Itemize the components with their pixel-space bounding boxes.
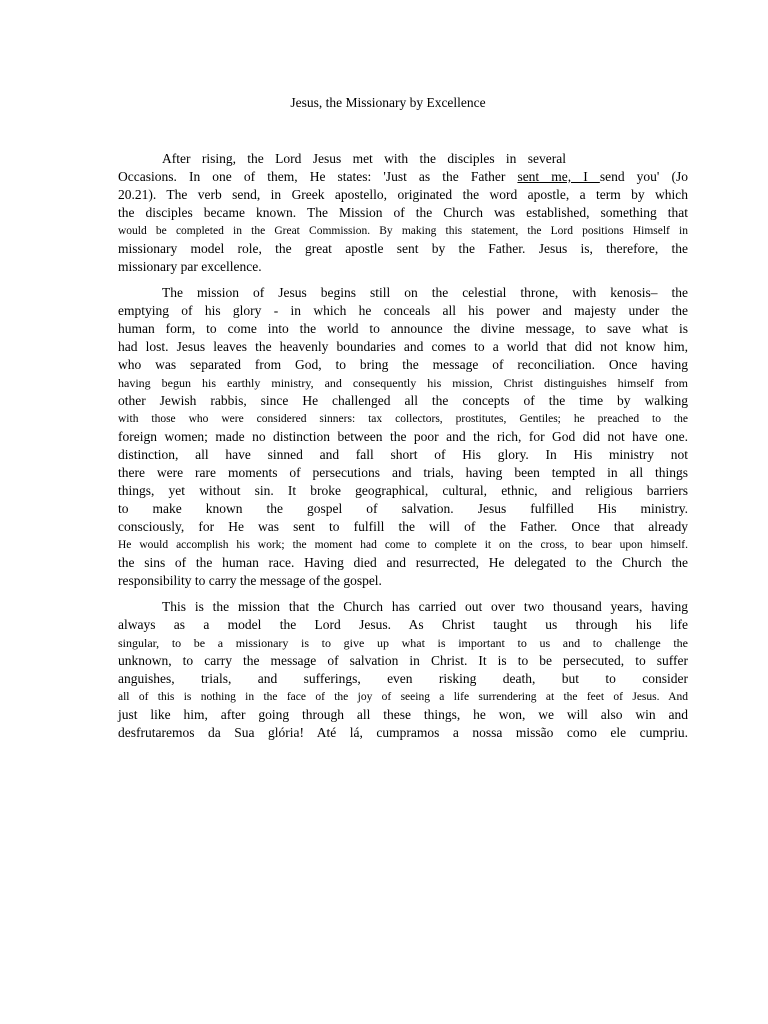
text-line: the sins of the human race. Having died and resurrected, He delegated to the Church the bbox=[118, 555, 688, 570]
text-line: always as a model the Lord Jesus. As Christ taught us through his life bbox=[118, 617, 688, 632]
text-line: missionary par excellence. bbox=[118, 259, 262, 274]
text-line: After rising, the Lord Jesus met with the disciples in several bbox=[162, 151, 566, 166]
text-line: there were rare moments of persecutions and trials, having been tempted in all things bbox=[118, 465, 688, 480]
text-line: responsibility to carry the message of the gospel. bbox=[118, 573, 382, 588]
text-line: to make known the gospel of salvation. Jesus fulfilled His ministry. bbox=[118, 501, 688, 516]
text-line: foreign women; made no distinction between the poor and the rich, for God did not have one. bbox=[118, 429, 688, 444]
text-line: This is the mission that the Church has carried out over two thousand years, having bbox=[162, 599, 688, 614]
text-line: would be completed in the Great Commission. By making this statement, the Lord positions Himself in bbox=[118, 225, 688, 237]
text-line: had lost. Jesus leaves the heavenly boundaries and comes to a world that did not know him, bbox=[118, 339, 688, 354]
text-line: 20.21). The verb send, in Greek apostello, originated the word apostle, a term by which bbox=[118, 187, 688, 202]
text-line: distinction, all have sinned and fall short of His glory. In His ministry not bbox=[118, 447, 688, 462]
text-line: consciously, for He was sent to fulfill the will of the Father. Once that already bbox=[118, 519, 688, 534]
text-line: the disciples became known. The Mission of the Church was established, something that bbox=[118, 205, 688, 220]
text-line bbox=[118, 168, 688, 186]
text-line: having begun his earthly ministry, and consequently his mission, Christ distinguishes himself from bbox=[118, 376, 688, 390]
text-line: human form, to come into the world to announce the divine message, to save what is bbox=[118, 321, 688, 336]
text-line: other Jewish rabbis, since He challenged all the concepts of the time by walking bbox=[118, 393, 688, 408]
text-line: anguishes, trials, and sufferings, even risking death, but to consider bbox=[118, 671, 688, 686]
text-line: unknown, to carry the message of salvation in Christ. It is to be persecuted, to suffer bbox=[118, 653, 688, 668]
underlined-text: sent me, I bbox=[517, 169, 600, 184]
text-line: all of this is nothing in the face of the joy of seeing a life surrendering at the feet of Jesus. And bbox=[118, 691, 688, 703]
document-title: Jesus, the Missionary by Excellence bbox=[290, 95, 486, 110]
text-line: just like him, after going through all these things, he won, we will also win and bbox=[118, 707, 688, 722]
paragraph-3 bbox=[118, 598, 688, 742]
text-line: He would accomplish his work; the moment had come to complete it on the cross, to bear upon himself. bbox=[118, 539, 688, 551]
paragraph-2 bbox=[118, 284, 688, 590]
text-segment: Occasions. In one of them, He states: 'Just as the Father bbox=[118, 169, 518, 184]
text-line: who was separated from God, to bring the message of reconciliation. Once having bbox=[118, 357, 688, 372]
paragraph-1 bbox=[118, 150, 688, 276]
text-line: missionary model role, the great apostle sent by the Father. Jesus is, therefore, the bbox=[118, 241, 688, 256]
text-line: The mission of Jesus begins still on the celestial throne, with kenosis– the bbox=[162, 285, 688, 300]
text-segment: send you' (Jo bbox=[599, 169, 688, 184]
text-line: emptying of his glory - in which he conceals all his power and majesty under the bbox=[118, 303, 688, 318]
text-line: with those who were considered sinners: tax collectors, prostitutes, Gentiles; he preached to the bbox=[118, 413, 688, 425]
text-line: desfrutaremos da Sua glória! Até lá, cumpramos a nossa missão como ele cumpriu. bbox=[118, 725, 688, 740]
text-line: singular, to be a missionary is to give up what is important to us and to challenge the bbox=[118, 636, 688, 650]
text-line: things, yet without sin. It broke geographical, cultural, ethnic, and religious barriers bbox=[118, 483, 688, 498]
